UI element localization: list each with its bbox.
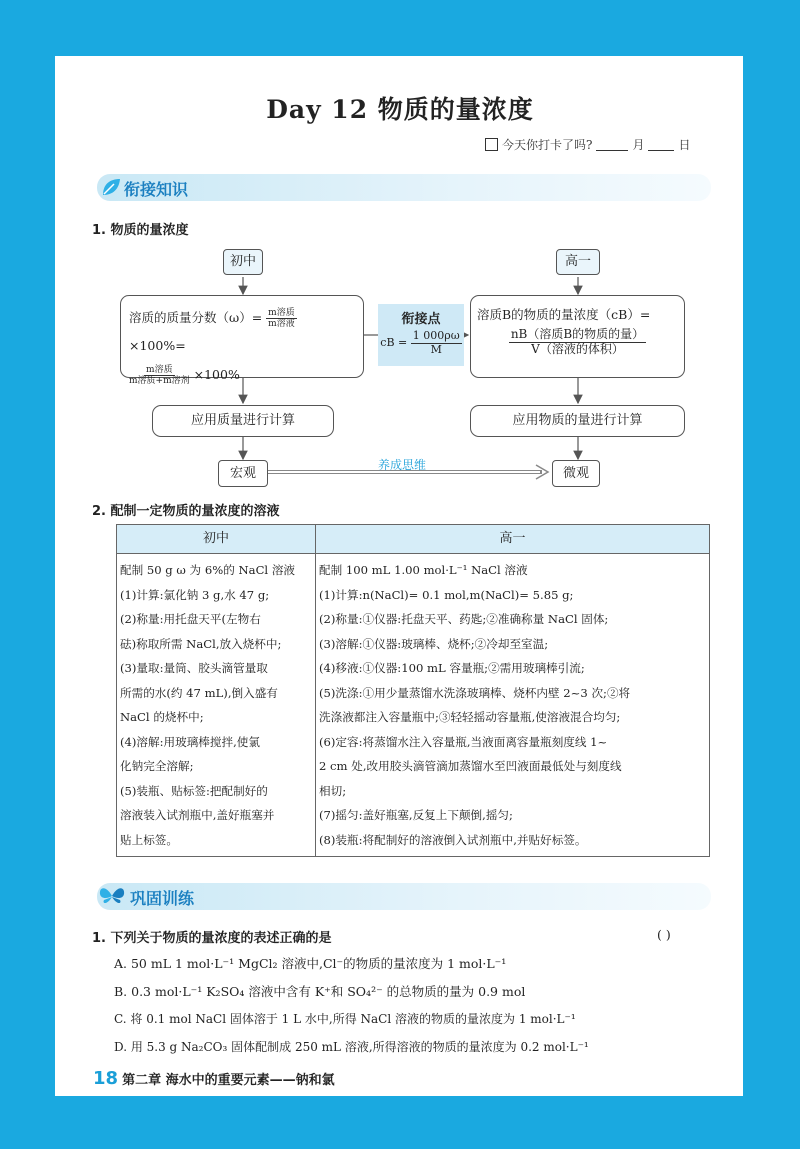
molarity-prefix: 溶质B的物质的量浓度（cB）= [477, 307, 651, 322]
bridge-num: 1 000ρω [412, 329, 460, 342]
page-footer [93, 1068, 335, 1089]
molarity-den: V（溶液的体积） [531, 341, 624, 356]
option-c[interactable]: C. 将 0.1 mol NaCl 固体溶于 1 L 水中,所得 NaCl 溶液的物质的量浓度为 1 mol·L⁻¹ [114, 1012, 576, 1026]
table-header-senior: 高一 [316, 525, 710, 554]
senior-line: (5)洗涤:①用少量蒸馏水洗涤玻璃棒、烧杯内壁 2~3 次;②将 [319, 685, 631, 700]
senior-line: (4)移液:①仪器:100 mL 容量瓶;②需用玻璃棒引流; [319, 661, 585, 675]
comparison-table [116, 524, 710, 857]
junior-tag: 初中 [223, 249, 263, 275]
senior-line: 配制 100 mL 1.00 mol·L⁻¹ NaCl 溶液 [319, 563, 528, 577]
day-label: 日 [678, 138, 691, 152]
month-label: 月 [632, 138, 645, 152]
junior-line: 砝)称取所需 NaCl,放入烧杯中; [120, 636, 282, 651]
molarity-num: nB（溶质B的物质的量） [510, 327, 645, 341]
option-d[interactable]: D. 用 5.3 g Na₂CO₃ 固体配制成 250 mL 溶液,所得溶液的物质的量浓度为 0.2 mol·L⁻¹ [114, 1040, 589, 1054]
molarity-frac [509, 328, 646, 357]
frac2-num: m溶质 [146, 364, 173, 375]
mass-fraction-prefix: 溶质的质量分数（ω）= [129, 310, 263, 325]
junior-line: 溶液装入试剂瓶中,盖好瓶塞并 [120, 808, 275, 822]
mass-fraction-suffix1: ×100%= [129, 338, 186, 353]
molarity-box [470, 295, 685, 378]
table-cell-junior [117, 554, 316, 857]
senior-line: 相切; [319, 783, 347, 798]
option-b[interactable]: B. 0.3 mol·L⁻¹ K₂SO₄ 溶液中含有 K⁺和 SO₄²⁻ 的总物质的量为 0.9 mol [114, 984, 526, 999]
option-a[interactable]: A. 50 mL 1 mol·L⁻¹ MgCl₂ 溶液中,Cl⁻的物质的量浓度为 1 mol·L⁻¹ [114, 956, 507, 971]
junior-line: (5)装瓶、贴标签:把配制好的 [120, 783, 268, 798]
mass-fraction-suffix2: ×100% [193, 367, 240, 382]
chapter-title: 第二章 海水中的重要元素——钠和氯 [122, 1073, 335, 1088]
question-stem: 1. 下列关于物质的量浓度的表述正确的是 [92, 931, 332, 946]
junior-line: (1)计算:氯化钠 3 g,水 47 g; [120, 587, 270, 602]
page-number: 18 [93, 1068, 119, 1089]
senior-tag: 高一 [556, 249, 600, 275]
frac1-den: m溶液 [268, 319, 295, 329]
junior-line: 贴上标签。 [120, 832, 178, 847]
item2-heading: 2. 配制一定物质的量浓度的溶液 [92, 504, 280, 519]
junior-line: 所需的水(约 47 mL),倒入盛有 [120, 685, 278, 700]
junior-line: (4)溶解:用玻璃棒搅拌,使氯 [120, 734, 260, 749]
junior-line: NaCl 的烧杯中; [120, 710, 204, 724]
senior-line: (6)定容:将蒸馏水注入容量瓶,当液面离容量瓶刻度线 1~ [319, 734, 608, 749]
section-title-bridge: 衔接知识 [124, 180, 189, 199]
senior-line: (2)称量:①仪器:托盘天平、药匙;②准确称量 NaCl 固体; [319, 612, 609, 626]
bottom-strip [0, 1097, 800, 1129]
senior-line: 2 cm 处,改用胶头滴管滴加蒸馏水至凹液面最低处与刻度线 [319, 759, 622, 773]
senior-line: (1)计算:n(NaCl)= 0.1 mol,m(NaCl)= 5.85 g; [319, 587, 574, 602]
macro-box: 宏观 [218, 460, 268, 487]
senior-line: 洗涤液都注入容量瓶中;③轻轻摇动容量瓶,使溶液混合均匀; [319, 710, 621, 724]
bridge-lhs: cB = [380, 336, 408, 350]
mass-fraction-frac2 [129, 365, 190, 387]
section-title-practice: 巩固训练 [130, 889, 195, 908]
answer-blank[interactable]: ( ) [657, 927, 671, 942]
item1-heading: 1. 物质的量浓度 [92, 223, 189, 238]
micro-box: 微观 [552, 460, 600, 487]
junior-line: (3)量取:量筒、胶头滴管量取 [120, 661, 268, 675]
senior-calc-box: 应用物质的量进行计算 [470, 405, 685, 437]
page-title: Day 12 物质的量浓度 [266, 95, 534, 124]
table-cell-senior [316, 554, 710, 857]
bridge-title: 衔接点 [401, 312, 441, 327]
thinking-label: 养成思维 [378, 458, 427, 472]
bridge-point-box [378, 304, 464, 366]
bridge-frac [411, 330, 462, 356]
senior-line: (7)摇匀:盖好瓶塞,反复上下颠倒,摇匀; [319, 808, 513, 822]
junior-line: (2)称量:用托盘天平(左物右 [120, 612, 261, 626]
table-header-junior: 初中 [117, 525, 316, 554]
frac1-num: m溶质 [268, 307, 295, 318]
butterfly-icon [98, 883, 126, 909]
checkin-text: 今天你打卡了吗? [502, 138, 593, 152]
bridge-den: M [430, 342, 442, 356]
junior-line: 配制 50 g ω 为 6%的 NaCl 溶液 [120, 563, 296, 577]
frac2-den: m溶质+m溶剂 [129, 376, 190, 386]
mass-fraction-frac1 [266, 308, 297, 330]
senior-line: (8)装瓶:将配制好的溶液倒入试剂瓶中,并贴好标签。 [319, 832, 587, 847]
senior-line: (3)溶解:①仪器:玻璃棒、烧杯;②冷却至室温; [319, 636, 549, 651]
junior-calc-box: 应用质量进行计算 [152, 405, 334, 437]
junior-line: 化钠完全溶解; [120, 759, 194, 773]
mass-fraction-box [120, 295, 364, 386]
